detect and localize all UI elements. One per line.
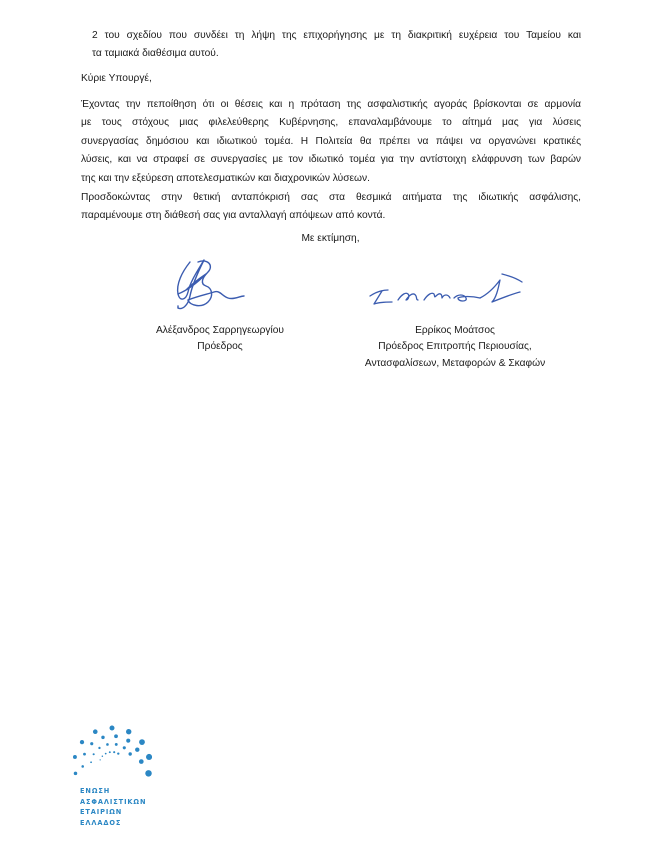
logo-dot — [113, 751, 115, 753]
logo-dot — [115, 743, 118, 746]
signatory-right — [330, 323, 580, 372]
logo-dot — [98, 747, 100, 749]
logo-dot — [110, 726, 115, 731]
signatory-title: Πρόεδρος Επιτροπής Περιουσίας, — [378, 341, 532, 353]
logo-text-line: ΑΣΦΑΛΙΣΤΙΚΩΝ — [80, 797, 147, 806]
text-line: παραμένουμε στη διάθεσή σας για ανταλλαγή απόψεων από κοντά. — [81, 210, 386, 222]
text-line: της και την εξεύρεση αποτελεσματικών και διαχρονικών λύσεων. — [81, 172, 370, 184]
logo-dot — [83, 753, 86, 756]
logo-dot — [90, 742, 93, 745]
logo-dot — [73, 755, 77, 759]
logo-wordmark — [80, 786, 146, 828]
logo-dot — [105, 753, 107, 755]
logo-dot — [146, 754, 152, 760]
paragraph-2 — [81, 189, 581, 226]
signatory-left — [120, 323, 320, 356]
logo-dot — [145, 770, 152, 777]
logo-dot — [106, 743, 109, 746]
logo-dot — [93, 729, 98, 734]
signatory-title: Αντασφαλίσεων, Μεταφορών & Σκαφών — [364, 357, 546, 369]
text-line: με τους στόχους μιας φιλελεύθερης Κυβέρνησης, επαναλαμβάνουμε το αίτημά μας για λύσεις — [81, 117, 581, 129]
logo-dot — [101, 736, 104, 739]
signatory-title: Πρόεδρος — [197, 341, 243, 353]
logo-text-line: ΕΝΩΣΗ — [80, 787, 111, 795]
logo-text-line: ΕΤΑΙΡΙΩΝ — [80, 808, 123, 817]
text-line: 2 του σχεδίου που συνδέει τη λήψη της επιχορήγησης με τη διακριτική ευχέρεια του Ταμείου και — [92, 30, 581, 41]
signature-image-right — [362, 270, 532, 320]
logo-dot — [129, 752, 132, 755]
text-line: Προσδοκώντας στην θετική ανταπόκρισή σας στα θεσμικά αιτήματα της ιδιωτικής ασφάλισης, — [81, 192, 581, 203]
signatory-name: Ερρίκος Μοάτσος — [415, 325, 495, 336]
logo-dot — [126, 729, 131, 734]
association-logo-icon — [72, 712, 152, 782]
paragraph-1 — [81, 96, 581, 188]
logo-dot — [139, 739, 145, 745]
logo-dot — [117, 752, 119, 754]
logo-dot — [74, 772, 78, 776]
logo-dot — [139, 759, 144, 764]
logo-dot — [93, 753, 95, 755]
list-item-continuation — [92, 27, 581, 64]
logo-text-line: ΕΛΛΑΔΟΣ — [80, 818, 122, 827]
logo-dot — [135, 748, 139, 752]
text-line: Έχοντας την πεποίθηση ότι οι θέσεις και η πρόταση της ασφαλιστικής αγοράς βρίσκονται σε αρμονία — [81, 99, 581, 110]
text-line: τα ταμιακά διαθέσιμα αυτού. — [92, 48, 219, 60]
logo-dot — [81, 765, 84, 768]
logo-dot — [114, 734, 118, 738]
text-line: λύσεις, και να στραφεί σε συνεργασίες με τον ιδιωτικό τομέα για την αντίστοιχη ελάφρυνση των βαρών — [81, 154, 581, 166]
logo-dot — [123, 746, 126, 749]
logo-dot — [126, 739, 130, 743]
text-line: συνεργασίας δημόσιου και ιδιωτικού τομέα. Η Πολιτεία θα πρέπει να πάψει να οργανώνει κρατικές — [81, 135, 581, 147]
signature-image-left — [168, 256, 248, 316]
logo-dot — [100, 759, 101, 760]
logo-dot — [102, 756, 103, 757]
salutation: Κύριε Υπουργέ, — [81, 73, 152, 84]
logo-dot — [90, 761, 92, 763]
logo-dot — [80, 740, 84, 744]
closing-phrase: Με εκτίμηση, — [301, 233, 360, 244]
signatory-name: Αλέξανδρος Σαρρηγεωργίου — [156, 325, 284, 336]
logo-dot — [109, 751, 111, 753]
